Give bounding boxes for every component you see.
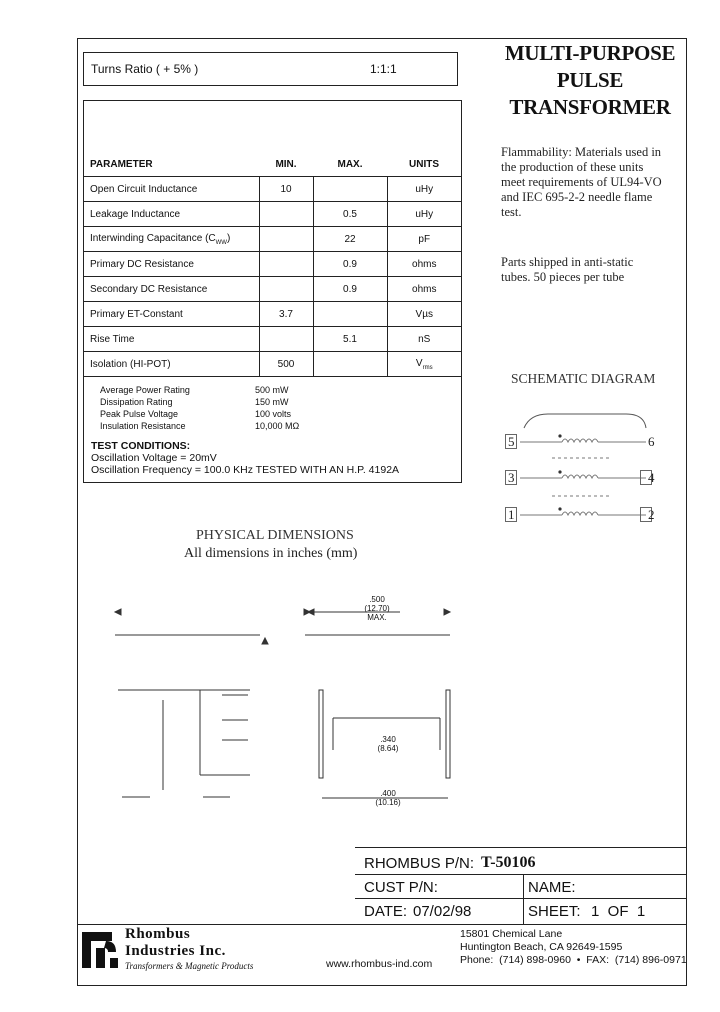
table-row — [84, 277, 461, 302]
row-max — [313, 302, 387, 327]
flammability-line: test. — [501, 205, 522, 219]
pin-label-4: 4 — [648, 470, 655, 485]
rhombus-logo-icon — [80, 928, 122, 972]
width-in: .500 — [369, 595, 385, 604]
rhombus-pn-value: T-50106 — [481, 854, 536, 871]
row-max: 22 — [313, 227, 387, 252]
flammability-line: the production of these units — [501, 160, 644, 174]
schematic-title: SCHEMATIC DIAGRAM — [511, 371, 656, 386]
row-min — [259, 252, 313, 277]
rating-label: Dissipation Rating — [100, 397, 173, 407]
titleblock-line — [77, 924, 687, 925]
rating-label: Insulation Resistance — [100, 421, 186, 431]
row-units-text: V — [415, 357, 423, 369]
rating-value: 100 volts — [255, 409, 292, 419]
sheet-label: SHEET: — [528, 903, 581, 920]
width-note: MAX. — [367, 613, 387, 622]
row-param: Primary ET-Constant — [84, 302, 259, 327]
row-units: ohms — [387, 277, 461, 302]
title-line-1: MULTI-PURPOSE — [504, 41, 676, 65]
address-line: Huntington Beach, CA 92649-1595 — [460, 941, 623, 953]
company-name-2: Industries Inc. — [125, 943, 226, 959]
company-address — [460, 928, 687, 967]
arrow-left — [115, 609, 121, 615]
row-min — [259, 277, 313, 302]
row-units-sub: rms — [422, 364, 433, 371]
pin-label-5: 5 — [508, 434, 515, 449]
header-parameter: PARAMETER — [90, 159, 153, 170]
row-units: pF — [387, 227, 461, 252]
titleblock-line — [355, 874, 687, 875]
row-units — [387, 352, 461, 377]
ratings-row — [84, 377, 461, 483]
width-dimension — [362, 595, 392, 622]
winding-coil — [562, 439, 598, 442]
turns-ratio-value: 1:1:1 — [370, 62, 397, 76]
row-max — [313, 352, 387, 377]
row-max: 0.9 — [313, 277, 387, 302]
rating-value: 10,000 MΩ — [255, 421, 300, 431]
row-param: Secondary DC Resistance — [84, 277, 259, 302]
arrow-up — [262, 638, 268, 644]
test-conditions — [91, 440, 461, 476]
title-line-3: TRANSFORMER — [509, 95, 671, 119]
dimensions-subtitle: All dimensions in inches (mm) — [184, 546, 358, 561]
table-row — [84, 302, 461, 327]
bottom-in: .400 — [380, 789, 396, 798]
rating-label: Average Power Rating — [100, 385, 190, 395]
row-param-sub: WW — [215, 239, 227, 246]
rating-value: 500 mW — [255, 385, 289, 395]
row-units: ohms — [387, 252, 461, 277]
table-row — [84, 352, 461, 377]
company-name-1: Rhombus — [125, 926, 191, 942]
test-condition-line: Oscillation Frequency = 100.0 KHz TESTED WITH AN H.P. 4192A — [91, 464, 400, 476]
row-min — [259, 202, 313, 227]
table-row — [84, 202, 461, 227]
row-units: uHy — [387, 177, 461, 202]
arrow-right — [444, 609, 450, 615]
titleblock-divider — [523, 874, 524, 924]
table-row — [84, 252, 461, 277]
flammability-line: and IEC 695-2-2 needle flame — [501, 190, 653, 204]
test-conditions-title: TEST CONDITIONS: — [91, 440, 191, 452]
header-units: UNITS — [409, 159, 439, 170]
pin-label-3: 3 — [508, 470, 515, 485]
bottom-dimension — [373, 789, 403, 807]
dimension-drawing — [100, 590, 470, 820]
company-tagline: Transformers & Magnetic Products — [125, 961, 254, 971]
titleblock-line — [355, 898, 687, 899]
product-title — [490, 40, 690, 121]
table-header — [84, 101, 461, 177]
row-param: Isolation (HI-POT) — [84, 352, 259, 377]
table-row — [84, 227, 461, 252]
shipping-line: Parts shipped in anti-static — [501, 255, 634, 269]
sheet-value: 1 OF 1 — [591, 903, 646, 920]
inner-dimension — [373, 735, 403, 753]
phone-fax-line: Phone: (714) 898-0960 • FAX: (714) 896-0971 — [460, 954, 687, 966]
rating-value: 150 mW — [255, 397, 289, 407]
dimensions-title: PHYSICAL DIMENSIONS — [196, 528, 354, 543]
row-min: 10 — [259, 177, 313, 202]
winding-coil — [562, 475, 598, 478]
bottom-mm: (10.16) — [375, 798, 401, 807]
cust-pn-label: CUST P/N: — [364, 879, 438, 896]
pin-label-2: 2 — [648, 507, 655, 522]
row-max: 0.9 — [313, 252, 387, 277]
pin-outline — [446, 690, 450, 778]
date-value: 07/02/98 — [413, 903, 472, 920]
titleblock-line — [355, 847, 687, 848]
test-condition-line: Oscillation Voltage = 20mV — [91, 452, 217, 464]
address-line: 15801 Chemical Lane — [460, 928, 563, 940]
row-min — [259, 227, 313, 252]
row-max — [313, 177, 387, 202]
row-units: nS — [387, 327, 461, 352]
flammability-note — [501, 145, 686, 220]
schematic-frame — [524, 414, 646, 428]
header-max: MAX. — [337, 159, 363, 170]
width-mm: (12.70) — [364, 604, 390, 613]
row-min: 3.7 — [259, 302, 313, 327]
row-param: Open Circuit Inductance — [84, 177, 259, 202]
ratings-list — [100, 384, 461, 432]
row-units: uHy — [387, 202, 461, 227]
winding-coil — [562, 512, 598, 515]
polarity-dot — [558, 507, 561, 510]
company-website[interactable]: www.rhombus-ind.com — [326, 958, 433, 970]
table-row — [84, 177, 461, 202]
pin-label-6: 6 — [648, 434, 655, 449]
row-param: Rise Time — [84, 327, 259, 352]
shipping-line: tubes. 50 pieces per tube — [501, 270, 625, 284]
inner-mm: (8.64) — [377, 744, 399, 753]
row-param-end: ) — [226, 232, 231, 244]
arrow-left — [308, 609, 314, 615]
parameter-table — [83, 100, 462, 483]
row-min — [259, 327, 313, 352]
turns-ratio-label: Turns Ratio ( + 5% ) — [91, 62, 199, 76]
row-param — [84, 227, 259, 252]
table-row — [84, 327, 461, 352]
polarity-dot — [558, 434, 561, 437]
row-max: 5.1 — [313, 327, 387, 352]
name-label: NAME: — [528, 879, 576, 896]
row-max: 0.5 — [313, 202, 387, 227]
row-param: Leakage Inductance — [84, 202, 259, 227]
row-param: Primary DC Resistance — [84, 252, 259, 277]
flammability-line: meet requirements of UL94-VO — [501, 175, 662, 189]
shipping-note — [501, 255, 686, 285]
header-min: MIN. — [275, 159, 297, 170]
date-label: DATE: — [364, 903, 408, 920]
rhombus-pn-label: RHOMBUS P/N: — [364, 855, 475, 872]
row-min: 500 — [259, 352, 313, 377]
pin-label-1: 1 — [508, 507, 515, 522]
polarity-dot — [558, 470, 561, 473]
flammability-line: Flammability: Materials used in — [501, 145, 662, 159]
inner-in: .340 — [380, 735, 396, 744]
row-units: Vµs — [387, 302, 461, 327]
row-param-text: Interwinding Capacitance (C — [90, 232, 216, 244]
title-line-2: PULSE — [556, 68, 624, 92]
turns-ratio-box — [83, 52, 458, 86]
rating-label: Peak Pulse Voltage — [100, 409, 179, 419]
pin-outline — [319, 690, 323, 778]
